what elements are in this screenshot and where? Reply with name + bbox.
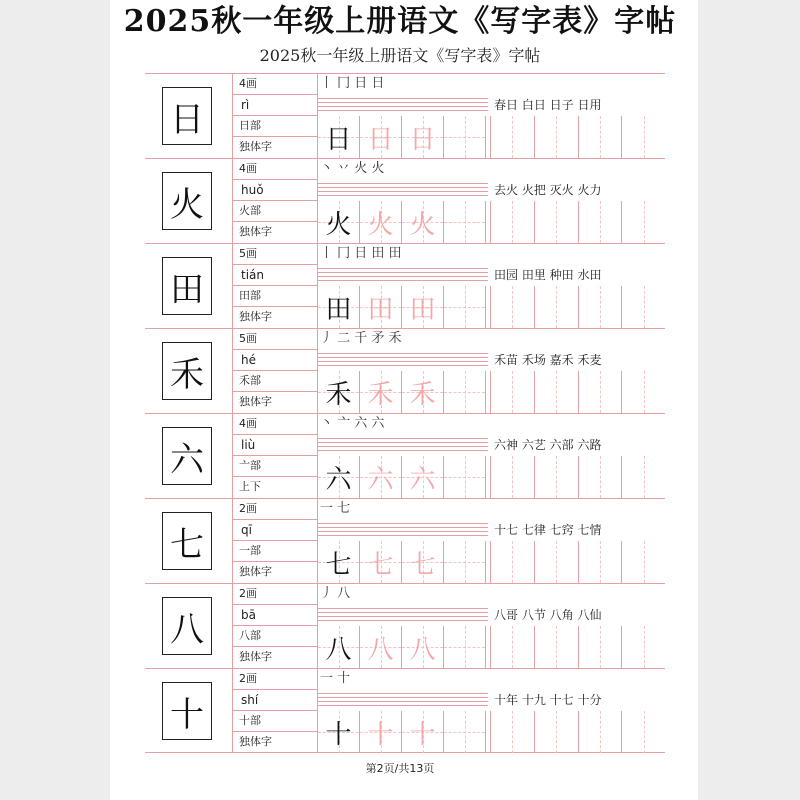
guide-line [318,620,488,621]
word-practice-grid [490,116,665,158]
vocabulary-words: 禾苗 禾场 嘉禾 禾麦 [494,353,602,367]
pinyin: rì [233,95,317,116]
model-character: 田 [162,257,212,315]
practice-cell-solid: 十 [318,711,360,753]
guide-line [318,535,488,536]
radical: 八部 [233,626,317,647]
stroke-order: 丶 亠 六 六 [320,416,385,431]
guide-line [318,705,488,706]
practice-cells [318,626,492,668]
word-practice-grid [490,456,665,498]
practice-cells [318,116,492,158]
practice-cell-trace: 七 [402,541,444,583]
stroke-order: 一 十 [320,671,351,686]
word-practice-grid [490,541,665,583]
stroke-count: 5画 [233,329,317,350]
pinyin: liù [233,435,317,456]
radical: 禾部 [233,371,317,392]
stroke-count: 4画 [233,74,317,95]
vocabulary-words: 十年 十九 十七 十分 [494,693,602,707]
pinyin: tián [233,265,317,286]
practice-cells [318,286,492,328]
practice-cell-empty [444,711,486,753]
guide-line [318,693,488,694]
structure: 独体字 [239,140,272,153]
guide-line [318,442,488,443]
stroke-order: 一 七 [320,501,351,516]
practice-cell-trace: 田 [360,286,402,328]
model-char-cell [145,244,233,328]
word-practice-grid [490,286,665,328]
stroke-count: 2画 [233,669,317,690]
practice-cell-trace: 十 [360,711,402,753]
stroke-count: 4画 [233,414,317,435]
char-info [233,414,318,498]
practice-cell-trace: 六 [360,456,402,498]
page-title: 2025秋一年级上册语文《写字表》字帖 [123,4,677,39]
vocabulary-words: 八哥 八节 八角 八仙 [494,608,602,622]
model-character: 八 [162,597,212,655]
model-character: 六 [162,427,212,485]
practice-cell-empty [444,626,486,668]
guide-line [318,608,488,609]
guide-line [318,280,488,281]
stroke-order: 丨 冂 日 田 田 [320,246,402,261]
stroke-order: 丶 丷 火 火 [320,161,385,176]
char-info [233,584,318,668]
practice-cell-solid: 六 [318,456,360,498]
pinyin: huǒ [233,180,317,201]
stroke-count: 2画 [233,499,317,520]
practice-cell-trace: 禾 [402,371,444,413]
radical: 一部 [233,541,317,562]
guide-line [318,531,488,532]
word-practice-grid [490,371,665,413]
model-character: 禾 [162,342,212,400]
structure: 独体字 [239,565,272,578]
character-row [145,498,665,583]
model-char-cell [145,74,233,158]
practice-cells [318,456,492,498]
pinyin: hé [233,350,317,371]
page-subtitle: 2025秋一年级上册语文《写字表》字帖 [259,46,541,65]
model-char-cell [145,159,233,243]
char-info [233,499,318,583]
char-info [233,329,318,413]
stroke-count: 2画 [233,584,317,605]
character-row [145,243,665,328]
pinyin: bā [233,605,317,626]
practice-cell-solid: 田 [318,286,360,328]
guide-line [318,523,488,524]
practice-cell-empty [444,286,486,328]
character-table [145,73,665,753]
practice-cell-trace: 禾 [360,371,402,413]
stroke-count: 4画 [233,159,317,180]
guide-line [318,450,488,451]
guide-line [318,183,488,184]
character-row [145,668,665,753]
practice-cell-empty [444,116,486,158]
character-row [145,583,665,668]
model-character: 日 [162,87,212,145]
practice-cells [318,371,492,413]
model-char-cell [145,414,233,498]
guide-line [318,187,488,188]
practice-cell-trace: 日 [360,116,402,158]
practice-cell-solid: 火 [318,201,360,243]
word-practice-grid [490,201,665,243]
guide-line [318,446,488,447]
practice-cell-trace: 七 [360,541,402,583]
practice-cell-solid: 日 [318,116,360,158]
guide-line [318,195,488,196]
guide-line [318,272,488,273]
character-row [145,413,665,498]
model-char-cell [145,499,233,583]
practice-cell-trace: 八 [360,626,402,668]
model-char-cell [145,329,233,413]
structure: 上下 [239,480,261,493]
model-character: 火 [162,172,212,230]
practice-cell-trace: 十 [402,711,444,753]
model-character: 七 [162,512,212,570]
radical: 十部 [233,711,317,732]
vocabulary-words: 田园 田里 种田 水田 [494,268,602,282]
guide-line [318,102,488,103]
practice-cells [318,201,492,243]
guide-line [318,276,488,277]
stroke-count: 5画 [233,244,317,265]
practice-cell-trace: 六 [402,456,444,498]
structure: 独体字 [239,225,272,238]
practice-cell-trace: 田 [402,286,444,328]
pinyin: qī [233,520,317,541]
guide-line [318,357,488,358]
guide-line [318,438,488,439]
character-row [145,73,665,158]
structure: 独体字 [239,395,272,408]
guide-line [318,612,488,613]
radical: 亠部 [233,456,317,477]
guide-line [318,616,488,617]
practice-cell-empty [444,371,486,413]
structure: 独体字 [239,310,272,323]
guide-line [318,353,488,354]
practice-cell-trace: 火 [360,201,402,243]
practice-cells [318,711,492,753]
practice-cell-solid: 七 [318,541,360,583]
char-info [233,159,318,243]
guide-line [318,268,488,269]
radical: 火部 [233,201,317,222]
radical: 日部 [233,116,317,137]
char-info [233,669,318,753]
practice-cell-empty [444,541,486,583]
vocabulary-words: 去火 火把 灭火 火力 [494,183,602,197]
guide-line [318,191,488,192]
structure: 独体字 [239,650,272,663]
character-row [145,158,665,243]
practice-cell-solid: 禾 [318,371,360,413]
word-practice-grid [490,626,665,668]
vocabulary-words: 春日 白日 日子 日用 [494,98,602,112]
guide-line [318,365,488,366]
practice-cell-trace: 火 [402,201,444,243]
stroke-order: 丿 二 千 矛 禾 [320,331,402,346]
guide-line [318,98,488,99]
practice-cell-trace: 日 [402,116,444,158]
structure: 独体字 [239,735,272,748]
practice-cell-solid: 八 [318,626,360,668]
guide-line [318,701,488,702]
model-character: 十 [162,682,212,740]
stroke-order: 丿 八 [320,586,351,601]
practice-cells [318,541,492,583]
model-char-cell [145,584,233,668]
stroke-order: 丨 冂 日 日 [320,76,385,91]
word-practice-grid [490,711,665,753]
guide-line [318,697,488,698]
practice-cell-empty [444,456,486,498]
guide-line [318,527,488,528]
radical: 田部 [233,286,317,307]
char-info [233,244,318,328]
guide-line [318,106,488,107]
vocabulary-words: 六神 六艺 六部 六路 [494,438,602,452]
page-number: 第2页/共13页 [365,762,435,775]
character-row [145,328,665,413]
pinyin: shí [233,690,317,711]
practice-cell-trace: 八 [402,626,444,668]
char-info [233,74,318,158]
vocabulary-words: 十七 七律 七窍 七情 [494,523,602,537]
practice-cell-empty [444,201,486,243]
model-char-cell [145,669,233,753]
guide-line [318,110,488,111]
guide-line [318,361,488,362]
